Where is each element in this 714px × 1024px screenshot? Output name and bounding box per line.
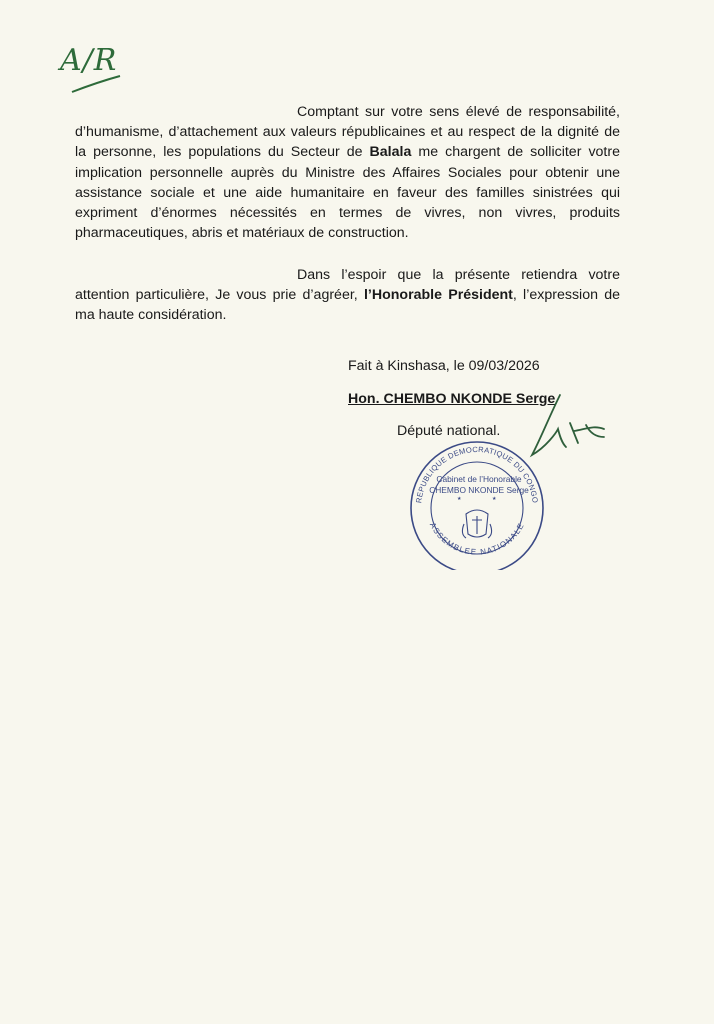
stamp-outer-bottom-text: ASSEMBLEE NATIONALE (427, 520, 527, 557)
paragraph-closing (75, 265, 620, 326)
svg-text:★: ★ (492, 496, 497, 502)
stamp-line2: CHEMBO NKONDE Serge (429, 484, 529, 495)
paragraph-request (75, 102, 620, 243)
paragraph-closing-part2: , l’expression de ma haute considération. (75, 287, 620, 324)
addressee-title: l’Honorable Président (363, 287, 513, 304)
paragraph-closing-part1: Dans l’espoir que la présente retiendra votre attention particulière, Je vous prie d’agréer, (75, 267, 620, 304)
place-and-date: Fait à Kinshasa, le 09/03/2026 (348, 358, 540, 374)
signatory-name: Hon. CHEMBO NKONDE Serge (348, 391, 556, 407)
annotation-underline-icon (58, 38, 138, 98)
stamp-outer-top-text: REPUBLIQUE DEMOCRATIQUE DU CONGO (414, 444, 540, 504)
sector-name: Balala (369, 144, 412, 161)
stamp-circle-icon (404, 438, 550, 570)
handwritten-ar-annotation (58, 38, 138, 98)
annotation-text: A/R (60, 43, 118, 78)
coat-of-arms-icon (462, 510, 491, 538)
stamp-line1: Cabinet de l’Honorable (436, 474, 522, 484)
signatory-title: Député national. (397, 423, 501, 439)
stamp-center-text (424, 474, 534, 495)
paragraph-request-part1: Comptant sur votre sens élevé de responsabilité, d’humanisme, d’attachement aux valeurs républicaines et au respect de la dignité de la personne, les populations du Secteur de (75, 104, 620, 161)
svg-text:★: ★ (457, 496, 462, 502)
paragraph-request-part2: me chargent de solliciter votre implication personnelle auprès du Ministre des Affaires Sociales pour obtenir une assistance sociale et une aide humanitaire en faveur des familles sinistrées qui expriment d’énormes nécessités en termes de vivres, non vivres, produits pharmaceutiques, abris et matériaux de construction. (75, 144, 620, 242)
official-stamp (404, 438, 550, 570)
